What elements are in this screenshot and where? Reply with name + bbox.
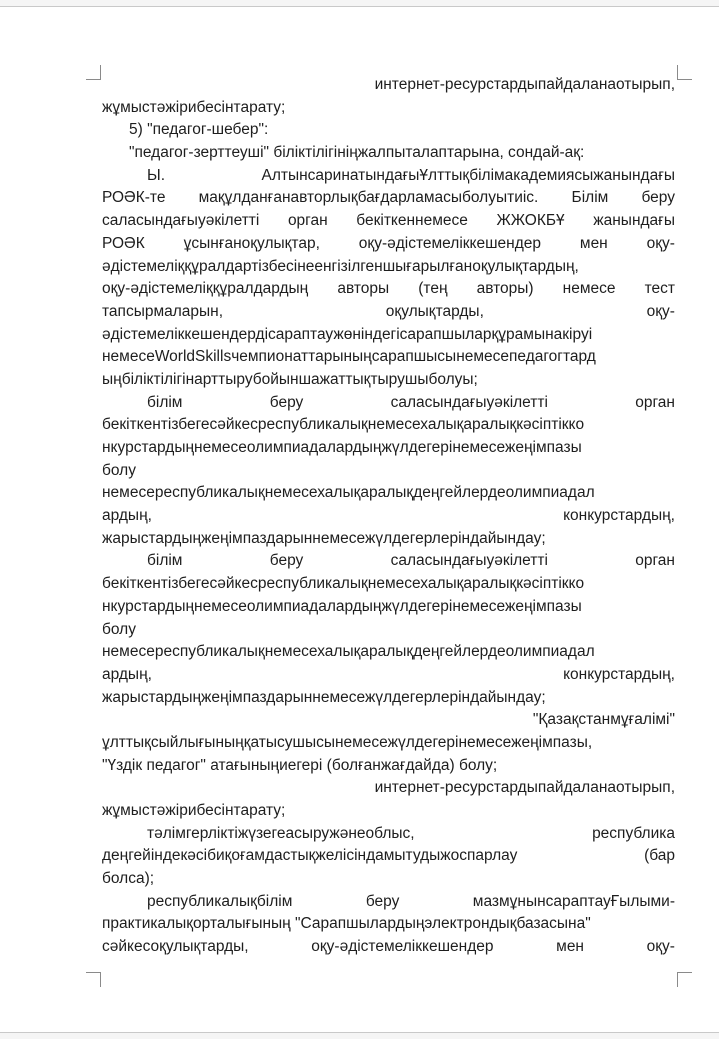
text-segment: немесереспубликалықнемесехалықаралықдеңгейлердеолимпиадал — [102, 484, 595, 502]
text-segment: конкурстардың, — [563, 507, 675, 525]
text-segment: ардың, — [102, 507, 152, 525]
text-line — [102, 573, 675, 596]
text-line — [102, 414, 675, 437]
text-line — [102, 800, 675, 823]
text-segment: ұлттықсыйлығыныңқатысушысынемесежүлдегерінемесежеңімпазы, — [102, 733, 593, 751]
text-line — [102, 505, 675, 528]
text-segment: немесереспубликалықнемесехалықаралықдеңгейлердеолимпиадал — [102, 643, 595, 661]
text-segment: бекіткентізбегесәйкесреспубликалықнемесехалықаралықкәсіптікко — [102, 416, 585, 434]
text-segment: тест — [644, 280, 675, 298]
text-segment: авторы) — [476, 280, 534, 298]
text-segment: конкурстардың, — [563, 665, 675, 683]
text-line — [102, 845, 675, 868]
text-segment: мақұлданғанавторлықбағдарламасыболуытиіс. — [198, 189, 539, 207]
text-segment: мазмұнынсараптауҒылыми- — [472, 892, 675, 910]
text-segment: оқулықтарды, — [385, 302, 484, 320]
text-line — [102, 891, 675, 914]
text-line — [102, 437, 675, 460]
text-segment: интернет-ресурстардыпайдаланаотырып, — [374, 779, 675, 797]
text-segment: бекіткеннемесе — [356, 212, 468, 230]
text-segment: жарыстардыңжеңімпаздарыннемесежүлдегерлеріндайындау; — [102, 688, 546, 706]
text-segment: (тең — [418, 280, 448, 298]
text-line — [102, 142, 675, 165]
text-line — [102, 187, 675, 210]
text-segment: Білім — [571, 189, 609, 207]
text-segment: ЖЖОКБҰ — [496, 212, 565, 230]
text-segment: білім — [147, 552, 183, 570]
text-segment: беру — [269, 393, 304, 411]
text-segment: АлтынсаринатындағыҰлттықбілімакадемиясыжанындағы — [261, 166, 675, 184]
text-line — [102, 482, 675, 505]
text-segment: немесе — [562, 280, 616, 298]
text-segment: болу — [102, 620, 136, 638]
text-line — [102, 119, 675, 142]
text-segment: сәйкесоқулықтарды, — [102, 938, 249, 956]
text-segment: болу — [102, 461, 136, 479]
text-line — [102, 687, 675, 710]
text-segment: саласындағыуәкілетті — [102, 212, 260, 230]
text-segment: оқу-әдістемеліккешендер — [358, 234, 542, 252]
text-segment: тапсырмаларын, — [102, 302, 224, 320]
text-line — [102, 641, 675, 664]
text-segment: ыңбіліктілігінарттырубойыншажаттықтырушыболуы; — [102, 370, 478, 388]
text-segment: ұсынғаноқулықтар, — [183, 234, 320, 252]
text-line — [102, 777, 675, 800]
text-segment: беру — [365, 892, 400, 910]
text-line — [102, 97, 675, 120]
text-line — [102, 460, 675, 483]
text-segment: (бар — [644, 847, 675, 865]
text-segment: болса); — [102, 870, 155, 888]
text-segment: саласындағыуәкілетті — [390, 552, 548, 570]
text-segment: орган — [635, 393, 675, 411]
margin-corner-bottom-right — [677, 972, 692, 987]
text-segment: мен — [556, 938, 584, 956]
text-segment: 5) "педагог-шебер": — [129, 121, 269, 139]
text-line — [102, 664, 675, 687]
text-segment: "педагог-зерттеуші" біліктілігініңжалпыталаптарына, сондай-ақ: — [129, 144, 585, 162]
text-segment: оқу- — [646, 938, 675, 956]
text-segment: жұмыстәжірибесінтарату; — [102, 802, 286, 819]
text-line — [102, 823, 675, 846]
text-segment: "Үздік педагог" атағыныңиегері (болғанжағдайда) болу; — [102, 756, 498, 774]
text-line — [102, 709, 675, 732]
text-segment: тәлімгерліктіжүзегеасыружәнеоблыс, — [147, 824, 415, 842]
text-segment: республикалықбілім — [147, 892, 293, 910]
text-segment: деңгейіндекәсібиқоғамдастықжелісіндамытудыжоспарлау — [102, 847, 518, 865]
text-segment: нкурстардыңнемесеолимпиадалардыңжүлдегерінемесежеңімпазы — [102, 439, 582, 456]
text-line — [102, 528, 675, 551]
text-segment: саласындағыуәкілетті — [390, 393, 548, 411]
text-segment: авторы — [337, 280, 390, 298]
text-line — [102, 324, 675, 347]
text-segment: беру — [641, 189, 675, 207]
text-line — [102, 392, 675, 415]
text-segment: оқу-әдістемеліққұралдардың — [102, 280, 309, 298]
text-segment: республика — [592, 824, 675, 842]
text-segment: мен — [579, 234, 608, 252]
text-line — [102, 278, 675, 301]
text-line — [102, 233, 675, 256]
text-segment: немесеWorldSkillsчемпионаттарыныңсарапшысынемесепедагогтард — [102, 348, 596, 366]
text-segment: оқу- — [646, 234, 675, 252]
margin-corner-top-left — [86, 65, 101, 80]
text-line — [102, 936, 675, 959]
margin-corner-bottom-left — [86, 972, 101, 987]
text-line — [102, 755, 675, 778]
text-line — [102, 913, 675, 936]
text-segment: орган — [287, 212, 328, 230]
document-body — [102, 74, 675, 959]
text-segment: әдістемеліққұралдартізбесінеенгізілгеншығарылғаноқулықтардың, — [102, 257, 579, 275]
text-line — [102, 210, 675, 233]
text-line — [102, 346, 675, 369]
text-segment: әдістемеліккешендердісараптаужөніндегісарапшыларқұрамынакіруі — [102, 325, 593, 343]
text-segment: беру — [269, 552, 304, 570]
text-segment: интернет-ресурстардыпайдаланаотырып, — [374, 76, 675, 93]
text-segment: жарыстардыңжеңімпаздарыннемесежүлдегерлеріндайындау; — [102, 529, 546, 547]
text-line — [102, 165, 675, 188]
text-line — [102, 256, 675, 279]
text-segment: бекіткентізбегесәйкесреспубликалықнемесехалықаралықкәсіптікко — [102, 575, 585, 593]
text-line — [102, 868, 675, 891]
margin-corner-top-right — [677, 65, 692, 80]
text-segment: жұмыстәжірибесінтарату; — [102, 98, 286, 116]
text-segment: жанындағы — [593, 212, 675, 230]
text-segment: "Қазақстанмұғалімі" — [532, 711, 675, 729]
text-segment: ардың, — [102, 665, 152, 683]
text-segment: орган — [635, 552, 675, 570]
text-segment: Ы. — [147, 166, 166, 184]
text-line — [102, 74, 675, 97]
text-segment: практикалықорталығының "Сарапшылардыңэлектрондықбазасына" — [102, 915, 591, 933]
text-line — [102, 301, 675, 324]
text-line — [102, 732, 675, 755]
text-line — [102, 369, 675, 392]
text-segment: РОӘК — [102, 234, 145, 252]
text-line — [102, 550, 675, 573]
text-segment: нкурстардыңнемесеолимпиадалардыңжүлдегерінемесежеңімпазы — [102, 597, 582, 615]
text-line — [102, 596, 675, 619]
text-line — [102, 619, 675, 642]
text-segment: оқу-әдістемеліккешендер — [311, 938, 494, 956]
text-segment: білім — [147, 393, 183, 411]
text-segment: оқу- — [646, 302, 675, 320]
text-segment: РОӘК-те — [102, 189, 166, 207]
